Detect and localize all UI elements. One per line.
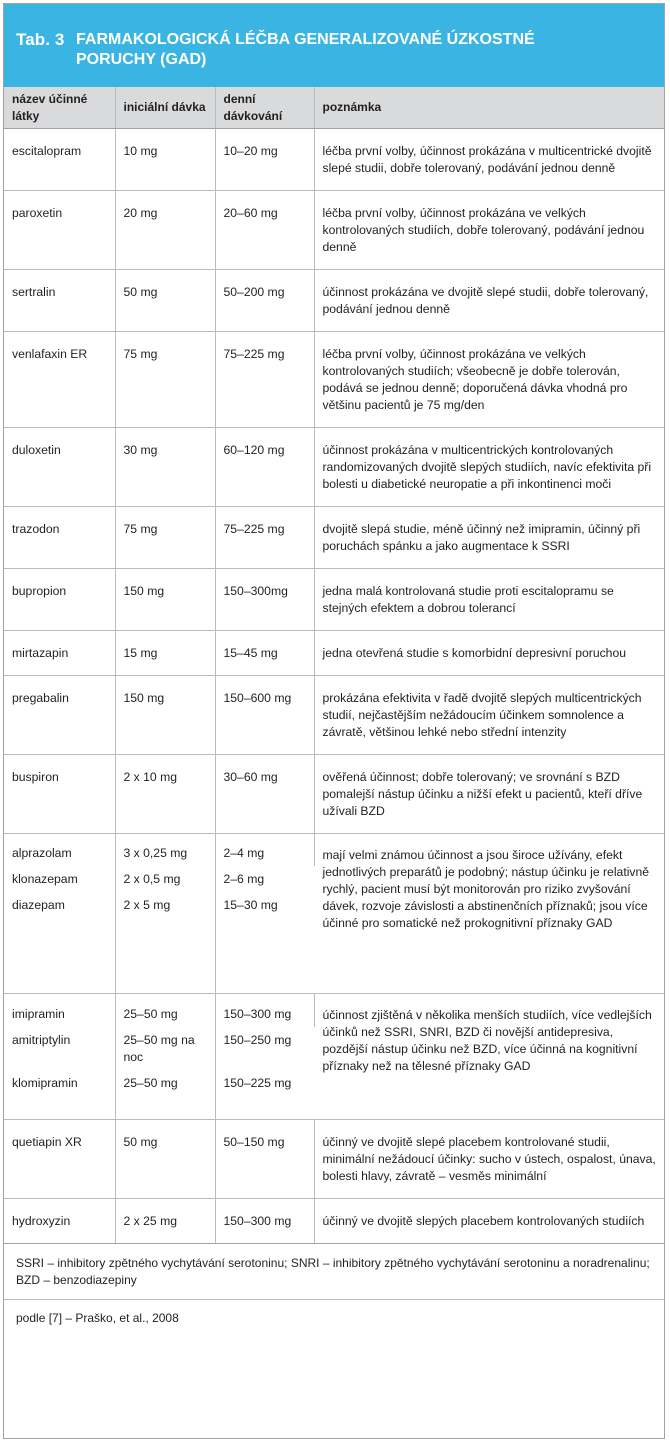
cell-daily-dose: 50–200 mg xyxy=(215,270,314,332)
cell-daily-dose: 60–120 mg xyxy=(215,428,314,507)
column-header-row xyxy=(4,87,664,129)
table-row xyxy=(4,1120,664,1199)
table-number: Tab. 3 xyxy=(16,30,65,49)
cell-drug: klomipramin xyxy=(4,1070,115,1120)
cell-daily-dose: 10–20 mg xyxy=(215,129,314,191)
table-row xyxy=(4,507,664,569)
cell-initial-dose: 2 x 25 mg xyxy=(115,1199,215,1244)
cell-initial-dose: 50 mg xyxy=(115,1120,215,1199)
table-row xyxy=(4,1199,664,1244)
cell-daily-dose: 150–225 mg xyxy=(215,1070,314,1120)
column-header-daily-dose: denní dávkování xyxy=(215,87,314,129)
cell-initial-dose: 20 mg xyxy=(115,191,215,270)
cell-drug: amitriptylin xyxy=(4,1027,115,1070)
cell-initial-dose: 2 x 5 mg xyxy=(115,892,215,994)
cell-drug: hydroxyzin xyxy=(4,1199,115,1244)
table-row xyxy=(4,191,664,270)
cell-initial-dose: 75 mg xyxy=(115,507,215,569)
cell-initial-dose: 75 mg xyxy=(115,332,215,428)
cell-note: účinnost prokázána ve dvojitě slepé studii, dobře tolerovaný, podávání jednou denně xyxy=(314,270,664,332)
cell-daily-dose: 150–300 mg xyxy=(215,1199,314,1244)
table-row xyxy=(4,755,664,834)
cell-note: účinnost zjištěná v několika menších studiích, více vedlejších účinků než SSRI, SNRI, BZD či novější antidepresiva, pozdější nástup účinku než BZD, více účinná na kognitivní příznaky než na tělesné příznaky GAD xyxy=(314,994,664,1120)
cell-initial-dose: 50 mg xyxy=(115,270,215,332)
cell-drug: duloxetin xyxy=(4,428,115,507)
table-row xyxy=(4,270,664,332)
cell-initial-dose: 2 x 0,5 mg xyxy=(115,866,215,892)
table-row xyxy=(4,631,664,676)
table-row xyxy=(4,994,664,1028)
column-header-initial-dose: iniciální dávka xyxy=(115,87,215,129)
cell-daily-dose: 150–250 mg xyxy=(223,1033,292,1047)
table-title: FARMAKOLOGICKÁ LÉČBA GENERALIZOVANÉ ÚZKOSTNÉ PORUCHY (GAD) xyxy=(76,31,535,68)
cell-initial-dose: 25–50 mg xyxy=(115,994,215,1028)
cell-daily-dose: 2–6 mg xyxy=(223,872,265,886)
source-citation: podle [7] – Praško, et al., 2008 xyxy=(4,1299,664,1336)
cell-note: léčba první volby, účinnost prokázána v multicentrické dvojitě slepé studii, dobře tolerovaný, podávání jednou denně xyxy=(314,129,664,191)
cell-note: účinnost prokázána v multicentrických kontrolovaných randomizovaných dvojitě slepých studiích, navíc efektivita při bolesti u diabetické neuropatie a při inkontinenci moči xyxy=(314,428,664,507)
cell-drug: escitalopram xyxy=(4,129,115,191)
cell-drug: pregabalin xyxy=(4,676,115,755)
cell-drug: sertralin xyxy=(4,270,115,332)
cell-initial-dose: 25–50 mg xyxy=(115,1070,215,1120)
table-row xyxy=(4,676,664,755)
cell-daily-dose: 75–225 mg xyxy=(215,507,314,569)
column-header-drug: název účinné látky xyxy=(4,87,115,129)
cell-initial-dose: 2 x 10 mg xyxy=(115,755,215,834)
cell-drug: bupropion xyxy=(4,569,115,631)
cell-drug: diazepam xyxy=(4,892,115,994)
cell-initial-dose: 25–50 mg na noc xyxy=(115,1027,215,1070)
cell-daily-dose: 15–45 mg xyxy=(215,631,314,676)
cell-drug: trazodon xyxy=(4,507,115,569)
table-row xyxy=(4,129,664,191)
cell-drug: paroxetin xyxy=(4,191,115,270)
cell-initial-dose: 3 x 0,25 mg xyxy=(115,834,215,867)
cell-daily-dose: 150–300 mg xyxy=(215,994,314,1028)
cell-note: prokázána efektivita v řadě dvojitě slepých multicentrických studií, nejčastějším nežádoucím účinkem somnolence a závratě, většinou lehké nebo střední intenzity xyxy=(314,676,664,755)
cell-daily-dose: 20–60 mg xyxy=(215,191,314,270)
cell-note: mají velmi známou účinnost a jsou široce užívány, efekt jednotlivých preparátů je podobný; nástup účinku je relativně rychlý, pacient musí být monitorován pro riziko zvyšování dávek, rozvoje závislosti a abstinenčních příznaků; jsou více účinné pro somatické než prokognitivní příznaky GAD xyxy=(314,834,664,994)
cell-daily-dose: 150–300mg xyxy=(215,569,314,631)
cell-drug: buspiron xyxy=(4,755,115,834)
cell-daily-dose: 150–600 mg xyxy=(215,676,314,755)
cell-note: účinný ve dvojitě slepé placebem kontrolované studii, minimální nežádoucí účinky: sucho v ústech, ospalost, únava, bolesti hlavy, závratě – vesměs minimální xyxy=(314,1120,664,1199)
cell-initial-dose: 30 mg xyxy=(115,428,215,507)
cell-note: jedna malá kontrolovaná studie proti escitalopramu se stejných efektem a dobrou tolerancí xyxy=(314,569,664,631)
cell-daily-dose: 30–60 mg xyxy=(215,755,314,834)
table-row xyxy=(4,332,664,428)
cell-daily-dose: 2–4 mg xyxy=(215,834,314,867)
cell-note: účinný ve dvojitě slepých placebem kontrolovaných studiích xyxy=(322,1214,645,1228)
table-row xyxy=(4,569,664,631)
cell-drug: quetiapin XR xyxy=(4,1120,115,1199)
cell-initial-dose: 150 mg xyxy=(115,569,215,631)
cell-initial-dose: 15 mg xyxy=(115,631,215,676)
cell-drug: klonazepam xyxy=(4,866,115,892)
table-title-bar xyxy=(4,4,664,87)
cell-note: ověřená účinnost; dobře tolerovaný; ve srovnání s BZD pomalejší nástup účinku a nižší efekt u pacientů, kteří dříve užívali BZD xyxy=(314,755,664,834)
cell-initial-dose: 150 mg xyxy=(115,676,215,755)
drug-table-figure xyxy=(3,3,665,1439)
cell-daily-dose: 15–30 mg xyxy=(215,892,314,994)
cell-note: dvojitě slepá studie, méně účinný než imipramin, účinný při poruchách spánku a jako augmentace k SSRI xyxy=(314,507,664,569)
cell-daily-dose: 50–150 mg xyxy=(215,1120,314,1199)
cell-daily-dose: 75–225 mg xyxy=(215,332,314,428)
cell-drug: venlafaxin ER xyxy=(4,332,115,428)
cell-drug: imipramin xyxy=(4,994,115,1028)
cell-note: léčba první volby, účinnost prokázána ve velkých kontrolovaných studiích, dobře tolerovaný, podávání jednou denně xyxy=(314,191,664,270)
cell-note: léčba první volby, účinnost prokázána ve velkých kontrolovaných studiích; všeobecně je dobře tolerován, podává se jednou denně; doporučená dávka vhodná pro většinu pacientů je 75 mg/den xyxy=(314,332,664,428)
cell-note: jedna otevřená studie s komorbidní depresivní poruchou xyxy=(314,631,664,676)
abbreviations-footnote: SSRI – inhibitory zpětného vychytávání serotoninu; SNRI – inhibitory zpětného vychytávání serotoninu a noradrenalinu; BZD – benzodiazepiny xyxy=(4,1243,664,1299)
column-header-note: poznámka xyxy=(314,87,664,129)
table-row xyxy=(4,834,664,867)
cell-drug: mirtazapin xyxy=(4,631,115,676)
cell-drug: alprazolam xyxy=(4,834,115,867)
drug-table xyxy=(4,87,664,1243)
cell-initial-dose: 10 mg xyxy=(115,129,215,191)
table-row xyxy=(4,428,664,507)
